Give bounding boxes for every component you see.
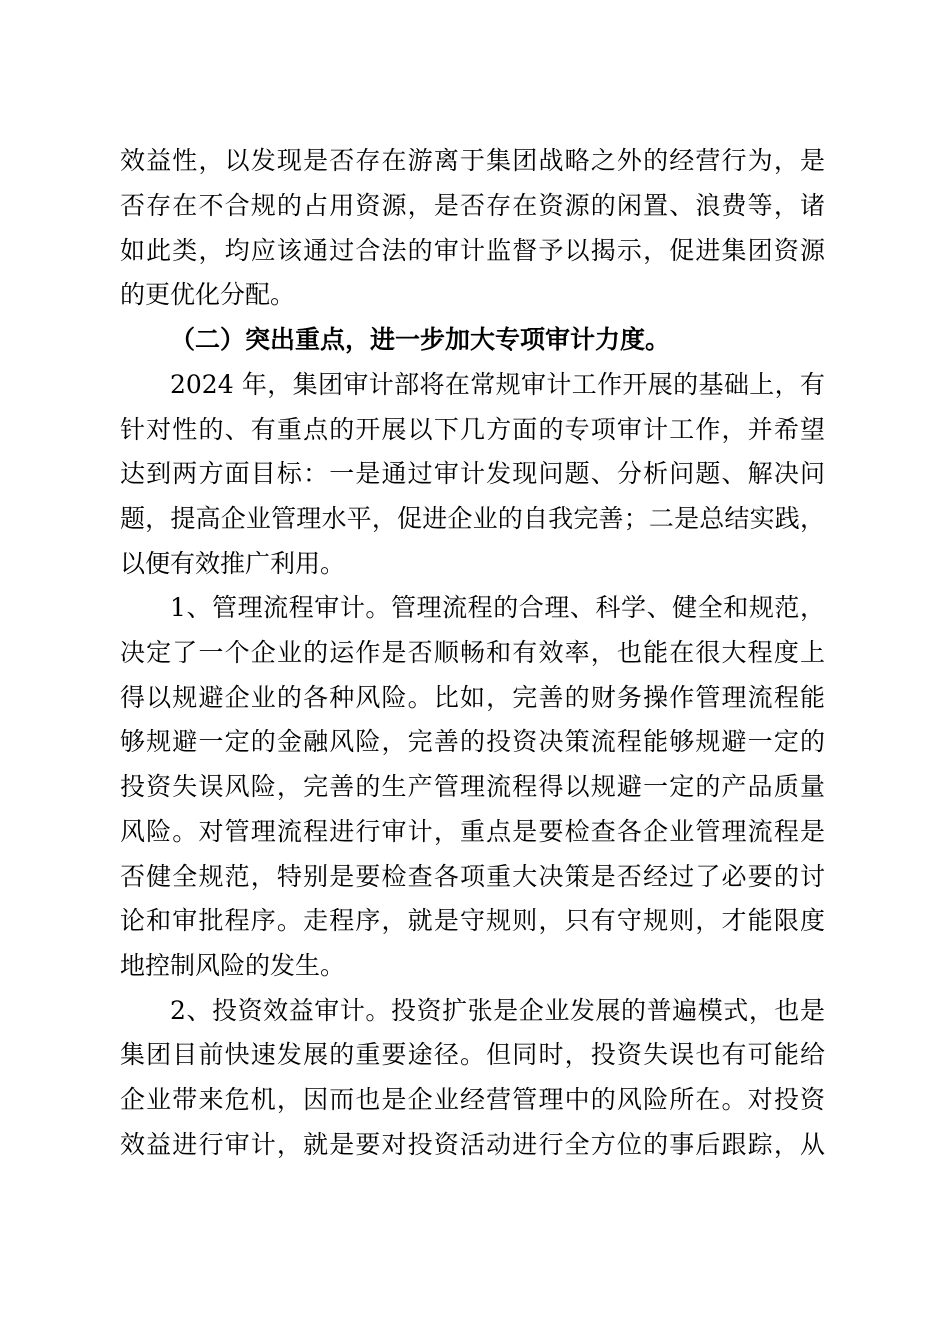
text-line: 企业带来危机，因而也是企业经营管理中的风险所在。对投资: [120, 1085, 825, 1114]
section-heading: （二）突出重点，进一步加大专项审计力度。: [170, 325, 671, 354]
text-line: 题，提高企业管理水平，促进企业的自我完善；二是总结实践，: [120, 504, 825, 533]
text-line: 论和审批程序。走程序，就是守规则，只有守规则，才能限度: [120, 906, 825, 935]
text-line: 决定了一个企业的运作是否顺畅和有效率，也能在很大程度上: [120, 638, 825, 667]
text-line: 的更优化分配。: [120, 280, 296, 309]
text-line: 效益性，以发现是否存在游离于集团战略之外的经营行为，是: [120, 146, 825, 175]
text-line: 达到两方面目标：一是通过审计发现问题、分析问题、解决问: [120, 459, 825, 488]
text-line: 集团目前快速发展的重要途径。但同时，投资失误也有可能给: [120, 1040, 825, 1069]
text-line: 投资失误风险，完善的生产管理流程得以规避一定的产品质量: [120, 772, 825, 801]
text-line: 如此类，均应该通过合法的审计监督予以揭示，促进集团资源: [120, 236, 825, 265]
text-line: 以便有效推广利用。: [120, 549, 346, 578]
text-line: 否健全规范，特别是要检查各项重大决策是否经过了必要的讨: [120, 862, 825, 891]
text-line: 1、管理流程审计。管理流程的合理、科学、健全和规范，: [170, 593, 825, 622]
text-line: 够规避一定的金融风险，完善的投资决策流程能够规避一定的: [120, 727, 825, 756]
text-line: 得以规避企业的各种风险。比如，完善的财务操作管理流程能: [120, 683, 825, 712]
text-line: 否存在不合规的占用资源，是否存在资源的闲置、浪费等，诸: [120, 191, 825, 220]
text-line: 2024 年，集团审计部将在常规审计工作开展的基础上，有: [170, 370, 825, 399]
text-line: 针对性的、有重点的开展以下几方面的专项审计工作，并希望: [120, 415, 825, 444]
text-line: 风险。对管理流程进行审计，重点是要检查各企业管理流程是: [120, 817, 825, 846]
text-line: 地控制风险的发生。: [120, 951, 346, 980]
text-line: 2、投资效益审计。投资扩张是企业发展的普遍模式，也是: [170, 996, 825, 1025]
text-line: 效益进行审计，就是要对投资活动进行全方位的事后跟踪，从: [120, 1130, 825, 1159]
